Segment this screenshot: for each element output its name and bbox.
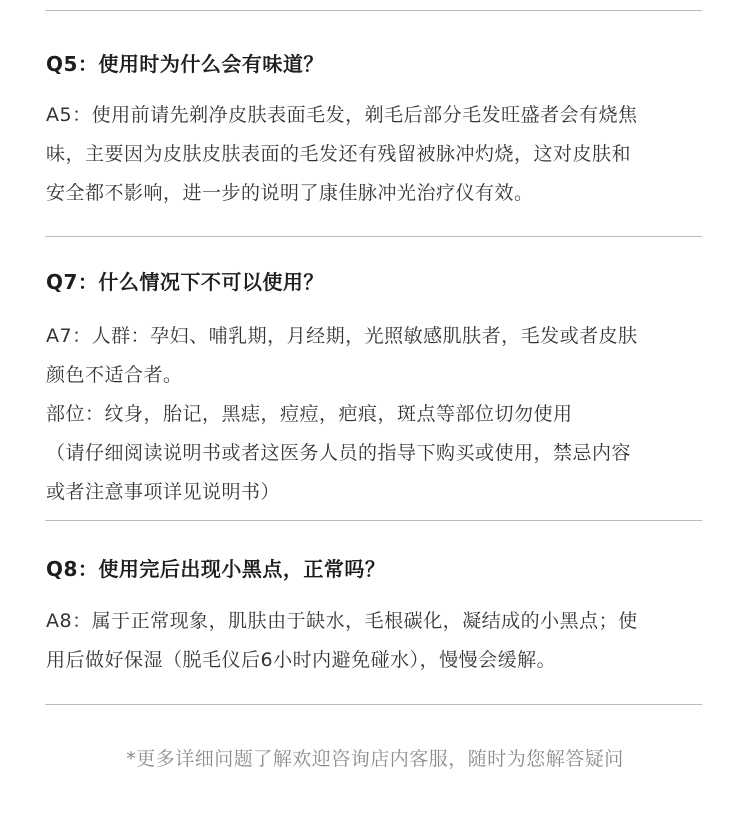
faq-answer-a7 bbox=[46, 317, 706, 512]
section-divider bbox=[45, 704, 702, 705]
answer-line: 或者注意事项详见说明书） bbox=[46, 481, 281, 503]
footer-note: *更多详细问题了解欢迎咨询店内客服，随时为您解答疑问 bbox=[126, 748, 624, 770]
answer-line: A8：属于正常现象，肌肤由于缺水，毛根碳化，凝结成的小黑点；使 bbox=[46, 610, 638, 632]
faq-answer-a8 bbox=[46, 602, 706, 680]
faq-question-q8: Q8：使用完后出现小黑点，正常吗？ bbox=[46, 557, 386, 581]
section-divider bbox=[45, 236, 702, 237]
top-divider bbox=[45, 10, 702, 11]
answer-line: A5：使用前请先剃净皮肤表面毛发，剃毛后部分毛发旺盛者会有烧焦 bbox=[46, 104, 638, 126]
answer-line: 颜色不适合者。 bbox=[46, 364, 183, 386]
answer-line: A7：人群：孕妇、哺乳期，月经期，光照敏感肌肤者，毛发或者皮肤 bbox=[46, 325, 638, 347]
answer-line: （请仔细阅读说明书或者这医务人员的指导下购买或使用，禁忌内容 bbox=[46, 442, 632, 464]
answer-line: 安全都不影响，进一步的说明了康佳脉冲光治疗仪有效。 bbox=[46, 182, 534, 204]
answer-line: 味，主要因为皮肤皮肤表面的毛发还有残留被脉冲灼烧，这对皮肤和 bbox=[46, 143, 632, 165]
answer-line: 部位：纹身，胎记，黑痣，痘痘，疤痕，斑点等部位切勿使用 bbox=[46, 403, 573, 425]
section-divider bbox=[45, 520, 702, 521]
faq-question-q5: Q5：使用时为什么会有味道？ bbox=[46, 52, 324, 76]
faq-question-q7: Q7：什么情况下不可以使用？ bbox=[46, 270, 324, 294]
faq-answer-a5 bbox=[46, 96, 706, 213]
answer-line: 用后做好保湿（脱毛仪后6小时内避免碰水），慢慢会缓解。 bbox=[46, 649, 557, 671]
